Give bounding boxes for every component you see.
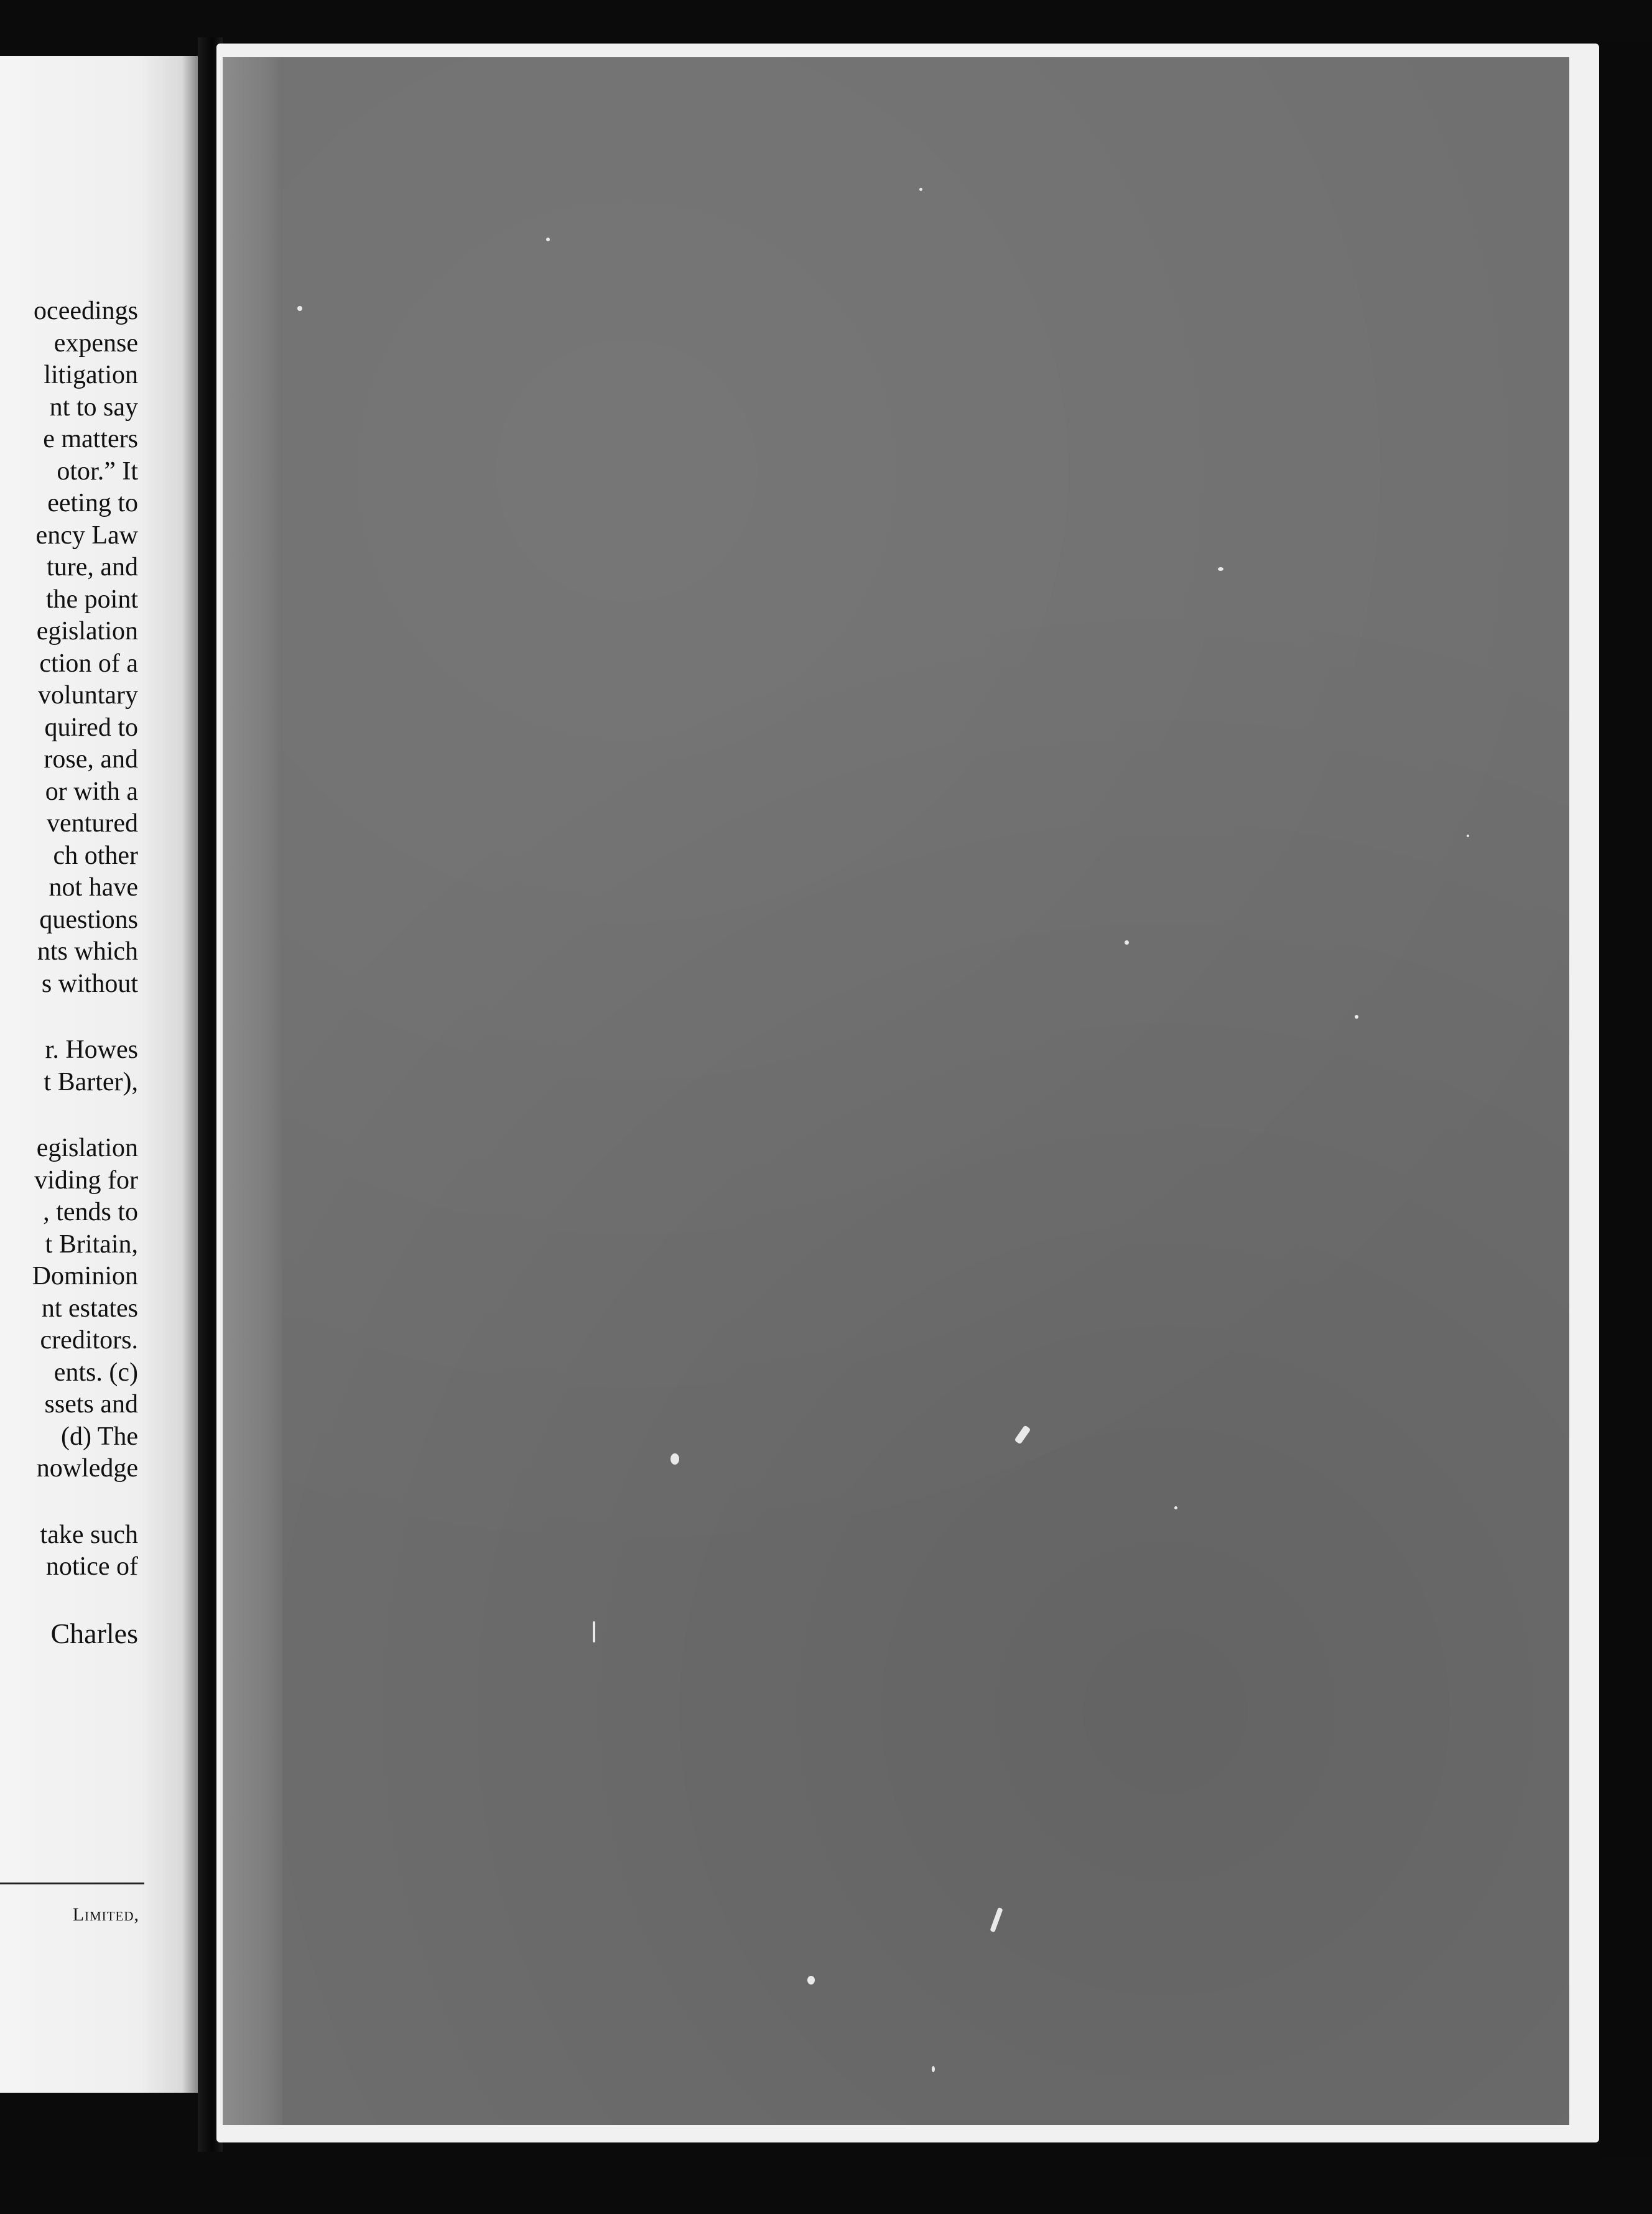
text-line: or with a (45, 777, 138, 806)
text-line: litigation (44, 361, 138, 389)
text-line: creditors. (40, 1326, 138, 1355)
footer-rule (0, 1883, 144, 1884)
scan-background-edge (1599, 44, 1652, 2158)
text-line: expense (53, 328, 138, 358)
text-line: , tends to (43, 1198, 138, 1226)
text-line: notice of (45, 1552, 138, 1581)
text-line: rose, and (44, 745, 138, 774)
left-page-text-block (0, 295, 138, 1649)
text-line: ction of a (39, 649, 138, 678)
text-line: nowledge (36, 1454, 138, 1483)
text-line: t Britain, (45, 1230, 138, 1259)
text-line: Charles (50, 1617, 138, 1649)
text-line: ency Law (35, 521, 138, 550)
text-line: ture, and (47, 553, 138, 581)
text-line: egislation (36, 1134, 138, 1162)
text-line: (d) The (60, 1422, 138, 1451)
cover-spine-strip (223, 57, 282, 2125)
text-line: not have (49, 873, 138, 902)
text-line: nt estates (41, 1294, 138, 1323)
text-line: eeting to (47, 489, 138, 517)
printer-imprint: Limited, (72, 1904, 139, 1925)
text-line: the point (45, 585, 138, 614)
text-line: s without (41, 969, 138, 998)
text-line: egislation (36, 617, 138, 646)
text-line: ssets and (44, 1390, 138, 1419)
text-line: voluntary (38, 681, 138, 710)
blank-cover-board (223, 57, 1569, 2125)
text-line: nts which (37, 937, 138, 966)
text-line: ventured (47, 809, 138, 838)
text-line: otor.” It (57, 456, 138, 486)
left-text-page (0, 56, 198, 2093)
text-line: oceedings (34, 297, 138, 325)
text-line: Dominion (32, 1262, 138, 1290)
text-line: take such (40, 1520, 138, 1549)
text-line: questions (39, 905, 138, 934)
text-line: viding for (34, 1165, 138, 1195)
text-line: t Barter), (44, 1067, 138, 1096)
text-line: r. Howes (45, 1035, 138, 1064)
text-line: quired to (44, 713, 138, 742)
text-line: ents. (c) (53, 1358, 138, 1387)
text-line: ch other (53, 841, 138, 870)
text-line: nt to say (49, 392, 138, 422)
text-line: e matters (43, 425, 138, 453)
